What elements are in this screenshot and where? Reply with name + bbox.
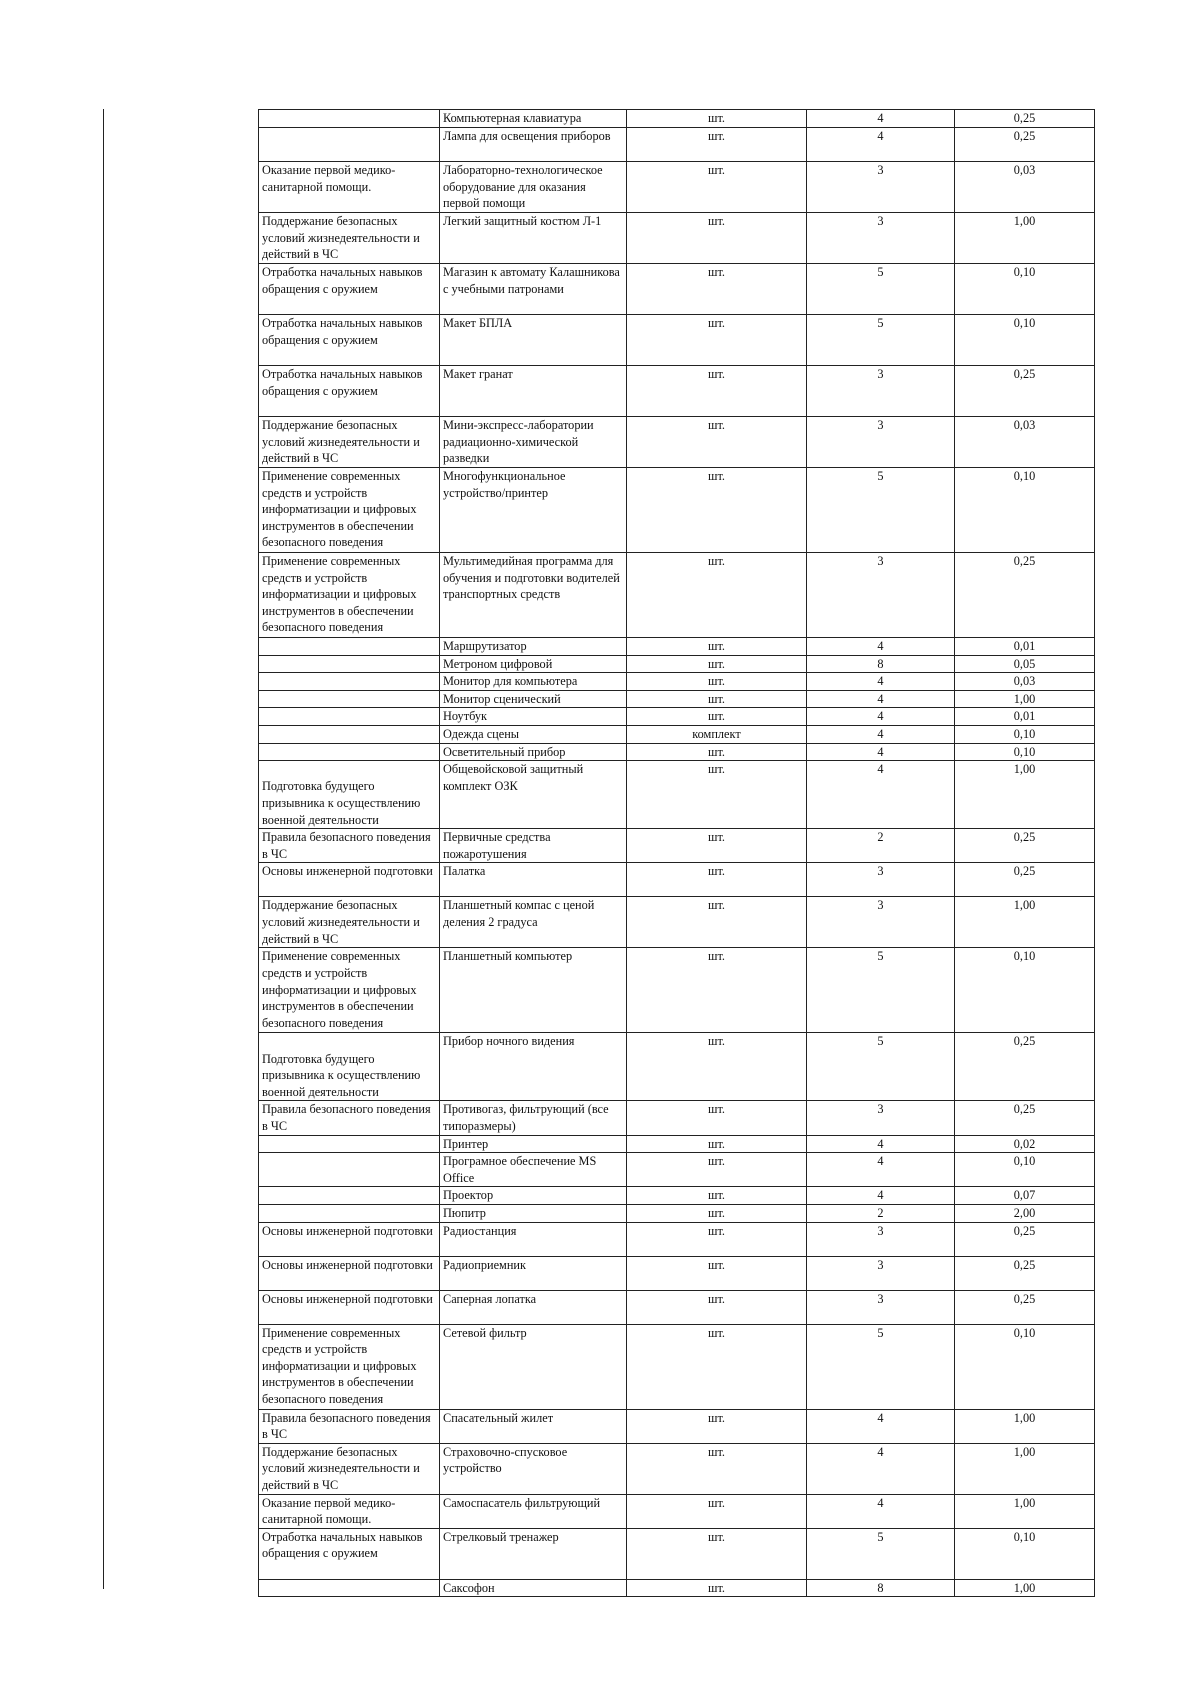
cell-topic bbox=[259, 708, 440, 726]
cell-quantity: 3 bbox=[807, 1290, 955, 1324]
cell-rate: 0,25 bbox=[955, 1033, 1095, 1101]
cell-item: Спасательный жилет bbox=[440, 1409, 627, 1443]
table-row bbox=[259, 1494, 1095, 1528]
cell-rate: 2,00 bbox=[955, 1204, 1095, 1222]
cell-rate: 0,10 bbox=[955, 948, 1095, 1033]
cell-rate: 0,25 bbox=[955, 110, 1095, 128]
cell-rate: 0,25 bbox=[955, 1222, 1095, 1256]
cell-topic bbox=[259, 743, 440, 761]
table-row bbox=[259, 1290, 1095, 1324]
table-row bbox=[259, 948, 1095, 1033]
cell-topic: Отработка начальных навыков обращения с оружием bbox=[259, 366, 440, 417]
cell-unit: шт. bbox=[627, 761, 807, 829]
cell-unit: шт. bbox=[627, 1256, 807, 1290]
cell-unit: шт. bbox=[627, 1443, 807, 1494]
cell-unit: шт. bbox=[627, 1153, 807, 1187]
cell-rate: 1,00 bbox=[955, 213, 1095, 264]
cell-quantity: 4 bbox=[807, 725, 955, 743]
cell-item: Противогаз, фильтрующий (все типоразмеры) bbox=[440, 1101, 627, 1135]
table-row bbox=[259, 1324, 1095, 1409]
cell-topic bbox=[259, 128, 440, 162]
table-row bbox=[259, 673, 1095, 691]
table-row bbox=[259, 829, 1095, 863]
cell-quantity: 3 bbox=[807, 553, 955, 638]
cell-item: Маршрутизатор bbox=[440, 638, 627, 656]
cell-unit: шт. bbox=[627, 1324, 807, 1409]
table-row bbox=[259, 761, 1095, 829]
cell-unit: шт. bbox=[627, 1135, 807, 1153]
cell-topic: Отработка начальных навыков обращения с оружием bbox=[259, 264, 440, 315]
cell-quantity: 2 bbox=[807, 829, 955, 863]
cell-item: Радиоприемник bbox=[440, 1256, 627, 1290]
table-row bbox=[259, 553, 1095, 638]
cell-unit: шт. bbox=[627, 315, 807, 366]
cell-topic bbox=[259, 673, 440, 691]
cell-unit: шт. bbox=[627, 1528, 807, 1579]
cell-topic bbox=[259, 655, 440, 673]
table-row bbox=[259, 264, 1095, 315]
cell-item: Програмное обеспечение MS Office bbox=[440, 1153, 627, 1187]
page-margin-line bbox=[103, 109, 104, 1589]
table-row bbox=[259, 655, 1095, 673]
table-row bbox=[259, 1579, 1095, 1597]
cell-rate: 0,03 bbox=[955, 417, 1095, 468]
cell-quantity: 5 bbox=[807, 264, 955, 315]
cell-quantity: 3 bbox=[807, 366, 955, 417]
cell-unit: шт. bbox=[627, 638, 807, 656]
cell-quantity: 3 bbox=[807, 417, 955, 468]
table-row bbox=[259, 725, 1095, 743]
cell-topic bbox=[259, 1579, 440, 1597]
cell-item: Лампа для освещения приборов bbox=[440, 128, 627, 162]
table-row bbox=[259, 1153, 1095, 1187]
cell-unit: шт. bbox=[627, 743, 807, 761]
cell-topic bbox=[259, 1187, 440, 1205]
cell-item: Легкий защитный костюм Л-1 bbox=[440, 213, 627, 264]
cell-unit: шт. bbox=[627, 1290, 807, 1324]
cell-topic: Отработка начальных навыков обращения с оружием bbox=[259, 315, 440, 366]
table-row bbox=[259, 1204, 1095, 1222]
cell-quantity: 3 bbox=[807, 162, 955, 213]
cell-topic: Подготовка будущего призывника к осуществлению военной деятельности bbox=[259, 1033, 440, 1101]
cell-rate: 0,25 bbox=[955, 1290, 1095, 1324]
cell-topic: Оказание первой медико-санитарной помощи. bbox=[259, 162, 440, 213]
table-row bbox=[259, 1443, 1095, 1494]
cell-topic: Правила безопасного поведения в ЧС bbox=[259, 1101, 440, 1135]
cell-topic: Основы инженерной подготовки bbox=[259, 1290, 440, 1324]
cell-rate: 1,00 bbox=[955, 1443, 1095, 1494]
cell-rate: 0,25 bbox=[955, 366, 1095, 417]
table-row bbox=[259, 1101, 1095, 1135]
cell-unit: шт. bbox=[627, 110, 807, 128]
cell-topic bbox=[259, 1153, 440, 1187]
cell-unit: шт. bbox=[627, 1494, 807, 1528]
cell-topic bbox=[259, 1204, 440, 1222]
cell-quantity: 3 bbox=[807, 1101, 955, 1135]
cell-unit: шт. bbox=[627, 829, 807, 863]
cell-unit: шт. bbox=[627, 948, 807, 1033]
table-row bbox=[259, 1409, 1095, 1443]
cell-quantity: 4 bbox=[807, 743, 955, 761]
cell-quantity: 5 bbox=[807, 948, 955, 1033]
cell-item: Монитор для компьютера bbox=[440, 673, 627, 691]
cell-item: Магазин к автомату Калашникова с учебными патронами bbox=[440, 264, 627, 315]
cell-unit: шт. bbox=[627, 655, 807, 673]
cell-rate: 0,10 bbox=[955, 264, 1095, 315]
cell-item: Проектор bbox=[440, 1187, 627, 1205]
cell-topic: Применение современных средств и устройств информатизации и цифровых инструментов в обеспечении безопасного поведения bbox=[259, 553, 440, 638]
cell-rate: 0,25 bbox=[955, 863, 1095, 897]
cell-rate: 0,25 bbox=[955, 1256, 1095, 1290]
table-row bbox=[259, 162, 1095, 213]
cell-rate: 0,10 bbox=[955, 1153, 1095, 1187]
cell-quantity: 3 bbox=[807, 1256, 955, 1290]
cell-quantity: 4 bbox=[807, 1443, 955, 1494]
cell-topic: Поддержание безопасных условий жизнедеятельности и действий в ЧС bbox=[259, 417, 440, 468]
cell-item: Многофункциональное устройство/принтер bbox=[440, 468, 627, 553]
cell-rate: 0,03 bbox=[955, 673, 1095, 691]
cell-rate: 0,05 bbox=[955, 655, 1095, 673]
cell-quantity: 5 bbox=[807, 315, 955, 366]
cell-unit: шт. bbox=[627, 553, 807, 638]
cell-unit: шт. bbox=[627, 366, 807, 417]
cell-topic bbox=[259, 725, 440, 743]
cell-rate: 0,07 bbox=[955, 1187, 1095, 1205]
cell-rate: 0,25 bbox=[955, 128, 1095, 162]
cell-quantity: 4 bbox=[807, 761, 955, 829]
cell-rate: 0,25 bbox=[955, 1101, 1095, 1135]
cell-rate: 1,00 bbox=[955, 1494, 1095, 1528]
cell-unit: шт. bbox=[627, 863, 807, 897]
cell-topic bbox=[259, 690, 440, 708]
cell-rate: 1,00 bbox=[955, 1409, 1095, 1443]
cell-topic: Поддержание безопасных условий жизнедеятельности и действий в ЧС bbox=[259, 1443, 440, 1494]
cell-rate: 0,01 bbox=[955, 638, 1095, 656]
cell-quantity: 4 bbox=[807, 673, 955, 691]
cell-item: Палатка bbox=[440, 863, 627, 897]
cell-rate: 0,02 bbox=[955, 1135, 1095, 1153]
cell-quantity: 4 bbox=[807, 690, 955, 708]
cell-topic: Поддержание безопасных условий жизнедеятельности и действий в ЧС bbox=[259, 897, 440, 948]
table-row bbox=[259, 708, 1095, 726]
cell-quantity: 4 bbox=[807, 1187, 955, 1205]
cell-topic: Оказание первой медико-санитарной помощи. bbox=[259, 1494, 440, 1528]
cell-item: Планшетный компас с ценой деления 2 градуса bbox=[440, 897, 627, 948]
cell-unit: шт. bbox=[627, 897, 807, 948]
cell-item: Монитор сценический bbox=[440, 690, 627, 708]
cell-item: Одежда сцены bbox=[440, 725, 627, 743]
table-row bbox=[259, 213, 1095, 264]
cell-unit: шт. bbox=[627, 1409, 807, 1443]
table-row bbox=[259, 128, 1095, 162]
cell-unit: шт. bbox=[627, 1222, 807, 1256]
table-row bbox=[259, 863, 1095, 897]
cell-rate: 1,00 bbox=[955, 1579, 1095, 1597]
cell-item: Мини-экспресс-лаборатории радиационно-химической разведки bbox=[440, 417, 627, 468]
cell-quantity: 4 bbox=[807, 128, 955, 162]
table-row bbox=[259, 743, 1095, 761]
cell-quantity: 5 bbox=[807, 1033, 955, 1101]
cell-quantity: 8 bbox=[807, 655, 955, 673]
cell-quantity: 8 bbox=[807, 1579, 955, 1597]
cell-unit: шт. bbox=[627, 1204, 807, 1222]
cell-item: Лабораторно-технологическое оборудование для оказания первой помощи bbox=[440, 162, 627, 213]
cell-rate: 0,25 bbox=[955, 829, 1095, 863]
table-row bbox=[259, 1187, 1095, 1205]
cell-rate: 0,01 bbox=[955, 708, 1095, 726]
cell-unit: шт. bbox=[627, 1187, 807, 1205]
table-row bbox=[259, 1222, 1095, 1256]
cell-quantity: 3 bbox=[807, 897, 955, 948]
cell-rate: 0,25 bbox=[955, 553, 1095, 638]
cell-topic: Применение современных средств и устройств информатизации и цифровых инструментов в обеспечении безопасного поведения bbox=[259, 1324, 440, 1409]
cell-unit: шт. bbox=[627, 264, 807, 315]
cell-unit: шт. bbox=[627, 162, 807, 213]
cell-item: Саксофон bbox=[440, 1579, 627, 1597]
cell-rate: 0,10 bbox=[955, 468, 1095, 553]
cell-quantity: 5 bbox=[807, 1324, 955, 1409]
table-row bbox=[259, 690, 1095, 708]
cell-rate: 1,00 bbox=[955, 761, 1095, 829]
cell-item: Метроном цифровой bbox=[440, 655, 627, 673]
cell-item: Стрелковый тренажер bbox=[440, 1528, 627, 1579]
cell-rate: 0,10 bbox=[955, 743, 1095, 761]
cell-topic: Подготовка будущего призывника к осуществлению военной деятельности bbox=[259, 761, 440, 829]
cell-unit: шт. bbox=[627, 128, 807, 162]
cell-unit: шт. bbox=[627, 1033, 807, 1101]
table-row bbox=[259, 1528, 1095, 1579]
cell-rate: 0,03 bbox=[955, 162, 1095, 213]
cell-topic: Применение современных средств и устройств информатизации и цифровых инструментов в обеспечении безопасного поведения bbox=[259, 948, 440, 1033]
cell-quantity: 4 bbox=[807, 638, 955, 656]
cell-item: Страховочно-спусковое устройство bbox=[440, 1443, 627, 1494]
cell-unit: шт. bbox=[627, 1579, 807, 1597]
cell-quantity: 4 bbox=[807, 1135, 955, 1153]
cell-unit: шт. bbox=[627, 673, 807, 691]
cell-quantity: 4 bbox=[807, 708, 955, 726]
cell-quantity: 2 bbox=[807, 1204, 955, 1222]
cell-topic: Правила безопасного поведения в ЧС bbox=[259, 829, 440, 863]
cell-quantity: 5 bbox=[807, 468, 955, 553]
table-row bbox=[259, 468, 1095, 553]
cell-quantity: 3 bbox=[807, 863, 955, 897]
cell-quantity: 3 bbox=[807, 1222, 955, 1256]
cell-unit: шт. bbox=[627, 1101, 807, 1135]
cell-unit: шт. bbox=[627, 468, 807, 553]
cell-quantity: 4 bbox=[807, 1409, 955, 1443]
cell-item: Первичные средства пожаротушения bbox=[440, 829, 627, 863]
cell-rate: 0,10 bbox=[955, 725, 1095, 743]
cell-topic bbox=[259, 638, 440, 656]
cell-quantity: 5 bbox=[807, 1528, 955, 1579]
cell-item: Мультимедийная программа для обучения и подготовки водителей транспортных средств bbox=[440, 553, 627, 638]
table-row bbox=[259, 638, 1095, 656]
cell-topic: Основы инженерной подготовки bbox=[259, 863, 440, 897]
cell-rate: 0,10 bbox=[955, 1324, 1095, 1409]
equipment-table-body bbox=[259, 110, 1095, 1597]
cell-unit: комплект bbox=[627, 725, 807, 743]
cell-item: Ноутбук bbox=[440, 708, 627, 726]
cell-topic bbox=[259, 110, 440, 128]
cell-item: Макет гранат bbox=[440, 366, 627, 417]
cell-topic bbox=[259, 1135, 440, 1153]
cell-topic: Основы инженерной подготовки bbox=[259, 1256, 440, 1290]
table-row bbox=[259, 366, 1095, 417]
table-row bbox=[259, 110, 1095, 128]
table-row bbox=[259, 1135, 1095, 1153]
cell-item: Самоспасатель фильтрующий bbox=[440, 1494, 627, 1528]
cell-unit: шт. bbox=[627, 690, 807, 708]
cell-unit: шт. bbox=[627, 708, 807, 726]
cell-item: Радиостанция bbox=[440, 1222, 627, 1256]
cell-quantity: 4 bbox=[807, 1153, 955, 1187]
cell-item: Пюпитр bbox=[440, 1204, 627, 1222]
cell-rate: 1,00 bbox=[955, 897, 1095, 948]
table-row bbox=[259, 315, 1095, 366]
cell-item: Компьютерная клавиатура bbox=[440, 110, 627, 128]
cell-topic: Отработка начальных навыков обращения с оружием bbox=[259, 1528, 440, 1579]
cell-item: Принтер bbox=[440, 1135, 627, 1153]
table-row bbox=[259, 417, 1095, 468]
table-row bbox=[259, 1033, 1095, 1101]
cell-rate: 0,10 bbox=[955, 315, 1095, 366]
cell-rate: 0,10 bbox=[955, 1528, 1095, 1579]
table-row bbox=[259, 897, 1095, 948]
cell-item: Сетевой фильтр bbox=[440, 1324, 627, 1409]
cell-item: Общевойсковой защитный комплект ОЗК bbox=[440, 761, 627, 829]
cell-quantity: 4 bbox=[807, 110, 955, 128]
cell-topic: Основы инженерной подготовки bbox=[259, 1222, 440, 1256]
cell-unit: шт. bbox=[627, 417, 807, 468]
cell-item: Саперная лопатка bbox=[440, 1290, 627, 1324]
equipment-table bbox=[258, 109, 1095, 1597]
table-row bbox=[259, 1256, 1095, 1290]
cell-unit: шт. bbox=[627, 213, 807, 264]
cell-item: Планшетный компьютер bbox=[440, 948, 627, 1033]
cell-item: Осветительный прибор bbox=[440, 743, 627, 761]
cell-topic: Поддержание безопасных условий жизнедеятельности и действий в ЧС bbox=[259, 213, 440, 264]
cell-quantity: 3 bbox=[807, 213, 955, 264]
cell-topic: Правила безопасного поведения в ЧС bbox=[259, 1409, 440, 1443]
cell-topic: Применение современных средств и устройств информатизации и цифровых инструментов в обеспечении безопасного поведения bbox=[259, 468, 440, 553]
cell-item: Прибор ночного видения bbox=[440, 1033, 627, 1101]
cell-item: Макет БПЛА bbox=[440, 315, 627, 366]
cell-quantity: 4 bbox=[807, 1494, 955, 1528]
cell-rate: 1,00 bbox=[955, 690, 1095, 708]
